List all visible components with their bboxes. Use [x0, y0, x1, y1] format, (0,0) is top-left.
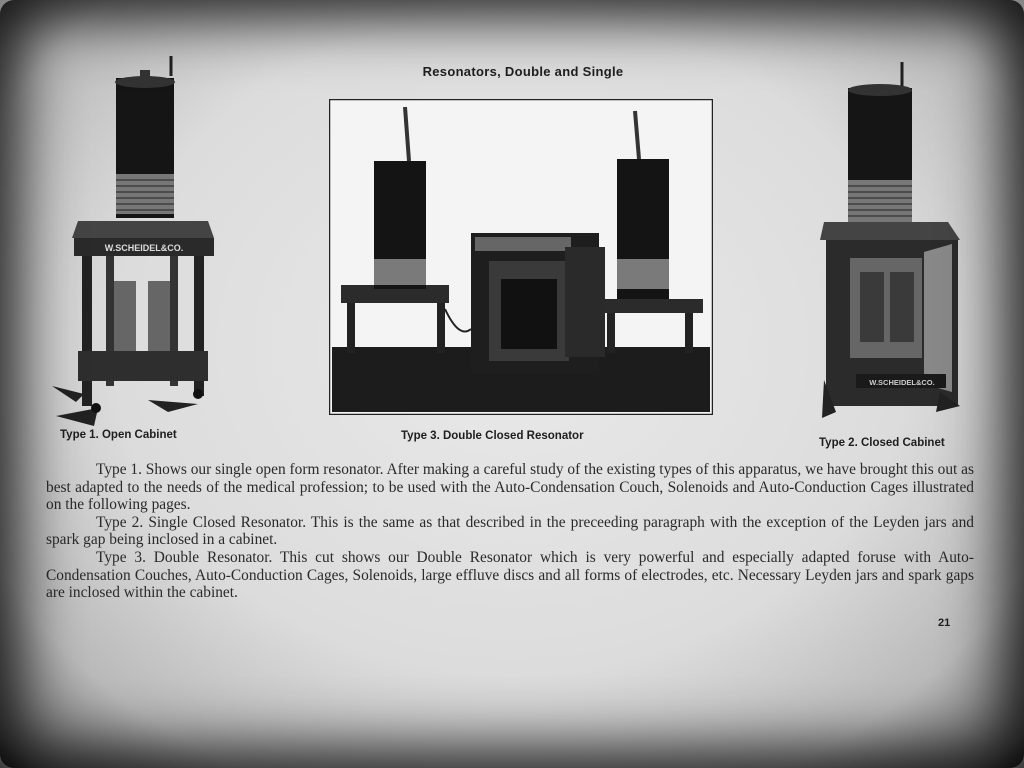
paragraph-type2: Type 2. Single Closed Resonator. This is the same as that described in the preceeding paragraph with the exception of the Leyden jars and spark gap being inclosed in a cabinet.	[46, 513, 974, 549]
type2-maker-label: W.SCHEIDEL&CO.	[869, 378, 935, 387]
caption-type2: Type 2. Closed Cabinet	[819, 437, 945, 449]
type1-maker-label: W.SCHEIDEL&CO.	[104, 243, 184, 253]
figure-type2-closed-cabinet	[820, 62, 965, 430]
description-text	[46, 461, 974, 602]
paragraph-type3: Type 3. Double Resonator. This cut shows our Double Resonator which is very powerful and especially adapted forusе with Auto-Condensation Couches, Auto-Conduction Cages, Solenoids, large effluve discs and all forms of electrodes, etc. Necessary Leyden jars and spark gaps are inclosed within the cabinet.	[46, 548, 974, 602]
caption-type1: Type 1. Open Cabinet	[60, 429, 177, 441]
figure-type3-double-resonator	[329, 99, 713, 415]
caption-type3: Type 3. Double Closed Resonator	[401, 430, 584, 442]
page-heading: Resonators, Double and Single	[422, 64, 624, 79]
paragraph-type1: Type 1. Shows our single open form resonator. After making a careful study of the existing types of this apparatus, we have brought this out as best adapted to the needs of the medical profession; to be used with the Auto-Condensation Couch, Solenoids and Auto-Conduction Cages illustrated on the following pages.	[46, 461, 974, 514]
page-number: 21	[938, 617, 951, 629]
figure-type1-open-cabinet	[48, 56, 218, 431]
